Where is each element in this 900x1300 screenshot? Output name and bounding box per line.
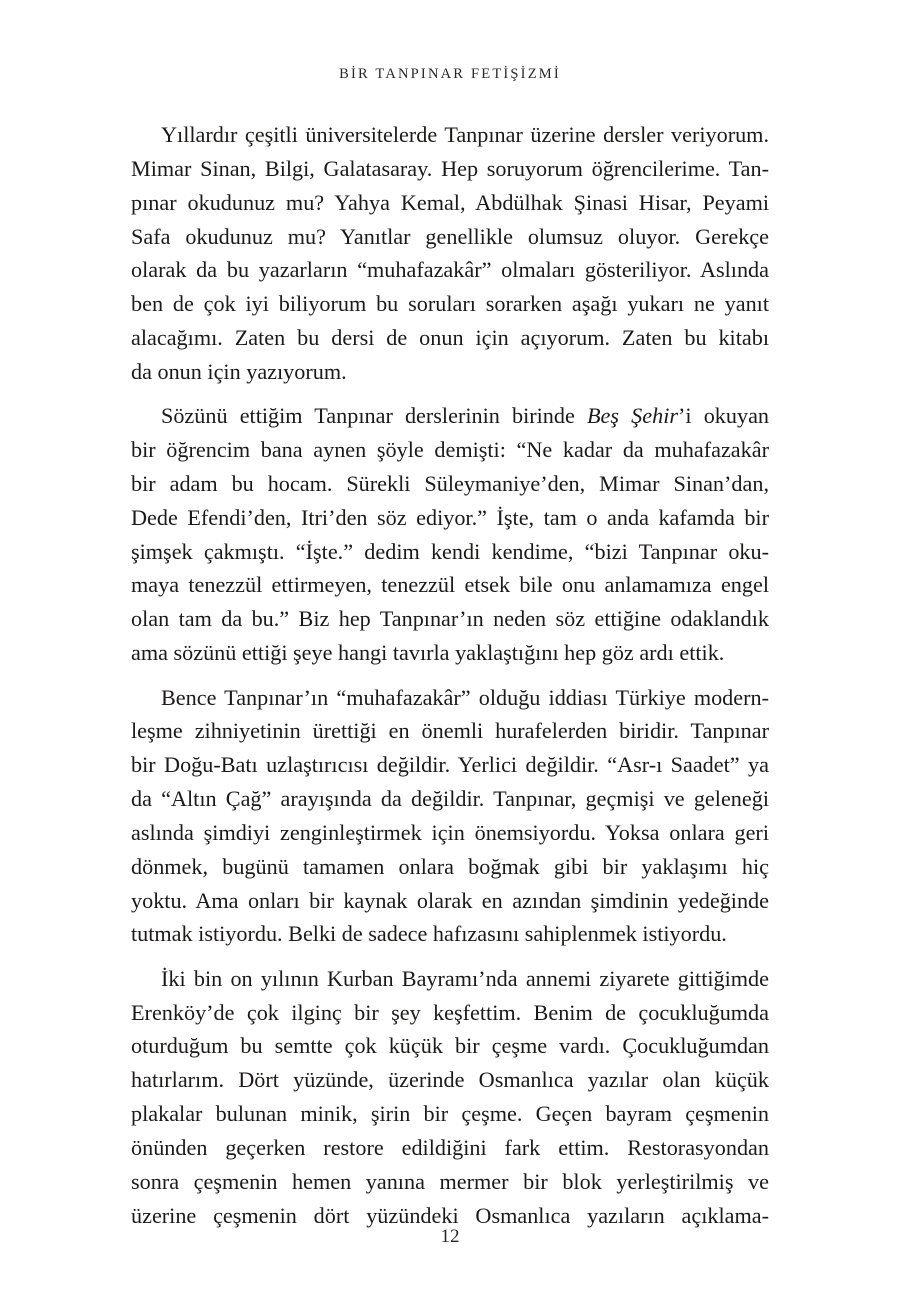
text-line: ama sözünü ettiği şeye hangi tavırla yaklaştığını hep göz ardı ettik. [131,640,725,666]
text-line: da onun için yazıyorum. [131,358,347,384]
book-title: Beş Şehir [586,403,678,429]
page-number: 12 [440,1226,460,1247]
text-line: şimşek çakmıştı. “İşte.” dedim kendi kendime, “bizi Tanpınar oku- [131,538,769,564]
text-line: alacağımı. Zaten bu dersi de onun için açıyorum. Zaten bu kitabı [131,325,769,351]
paragraph-4 [131,962,769,1233]
running-head: BİR TANPINAR FETİŞİZMİ [339,66,561,82]
text-line: olan tam da bu.” Biz hep Tanpınar’ın neden söz ettiğine odaklandık [131,606,769,632]
paragraph-1 [131,118,769,389]
text-line: leşme zihniyetinin ürettiği en önemli hurafelerden biridir. Tanpınar [131,718,769,744]
text-line: olarak da bu yazarların “muhafazakâr” olmaları gösteriliyor. Aslında [131,257,769,283]
text-line: üzerine çeşmenin dört yüzündeki Osmanlıca yazıların açıklama- [131,1202,769,1228]
text-line: Safa okudunuz mu? Yanıtlar genellikle olumsuz oluyor. Gerekçe [131,223,769,249]
text-line: maya tenezzül ettirmeyen, tenezzül etsek bile onu anlamamıza engel [131,572,769,598]
text-run: Sözünü ettiğim Tanpınar derslerinin birinde [161,403,587,429]
text-line: dönmek, bugünü tamamen onlara boğmak gibi bir yaklaşımı hiç [131,853,769,879]
text-line: önünden geçerken restore edildiğini fark ettim. Restorasyondan [131,1134,769,1160]
text-line: aslında şimdiyi zenginleştirmek için önemsiyordu. Yoksa onlara geri [131,819,769,845]
text-line: bir adam bu hocam. Sürekli Süleymaniye’den, Mimar Sinan’dan, [131,470,769,496]
text-run: ’i okuyan [678,403,770,429]
text-line: Mimar Sinan, Bilgi, Galatasaray. Hep soruyorum öğrencilerime. Tan- [131,155,769,181]
text-line: tutmak istiyordu. Belki de sadece hafızasını sahiplenmek istiyordu. [131,921,727,947]
text-line: Erenköy’de çok ilginç bir şey keşfettim. Benim de çocukluğumda [131,999,769,1025]
text-line [131,399,769,433]
paragraph-2 [131,399,769,670]
text-line: Yıllardır çeşitli üniversitelerde Tanpınar üzerine dersler veriyorum. [161,122,769,147]
text-line: pınar okudunuz mu? Yahya Kemal, Abdülhak Şinasi Hisar, Peyami [131,189,769,215]
text-line: da “Altın Çağ” arayışında da değildir. Tanpınar, geçmişi ve geleneği [131,786,769,812]
body-text [131,118,769,1233]
text-line: yoktu. Ama onları bir kaynak olarak en azından şimdinin yedeğinde [131,887,769,913]
text-line: Dede Efendi’den, Itri’den söz ediyor.” İşte, tam o anda kafamda bir [131,504,769,530]
text-line: Bence Tanpınar’ın “muhafazakâr” olduğu iddiası Türkiye modern- [161,684,769,710]
text-line: İki bin on yılının Kurban Bayramı’nda annemi ziyarete gittiğimde [161,965,769,991]
text-line: sonra çeşmenin hemen yanına mermer bir blok yerleştirilmiş ve [131,1168,769,1194]
text-line: oturduğum bu semtte çok küçük bir çeşme vardı. Çocukluğumdan [131,1033,769,1059]
text-line: bir Doğu-Batı uzlaştırıcısı değildir. Yerlici değildir. “Asr-ı Saadet” ya [131,752,769,778]
text-line: ben de çok iyi biliyorum bu soruları sorarken aşağı yukarı ne yanıt [131,291,769,317]
text-line: bir öğrencim bana aynen şöyle demişti: “Ne kadar da muhafazakâr [131,437,769,463]
paragraph-3 [131,681,769,952]
text-line: plakalar bulunan minik, şirin bir çeşme. Geçen bayram çeşmenin [131,1101,769,1127]
text-line: hatırlarım. Dört yüzünde, üzerinde Osmanlıca yazılar olan küçük [131,1067,769,1093]
